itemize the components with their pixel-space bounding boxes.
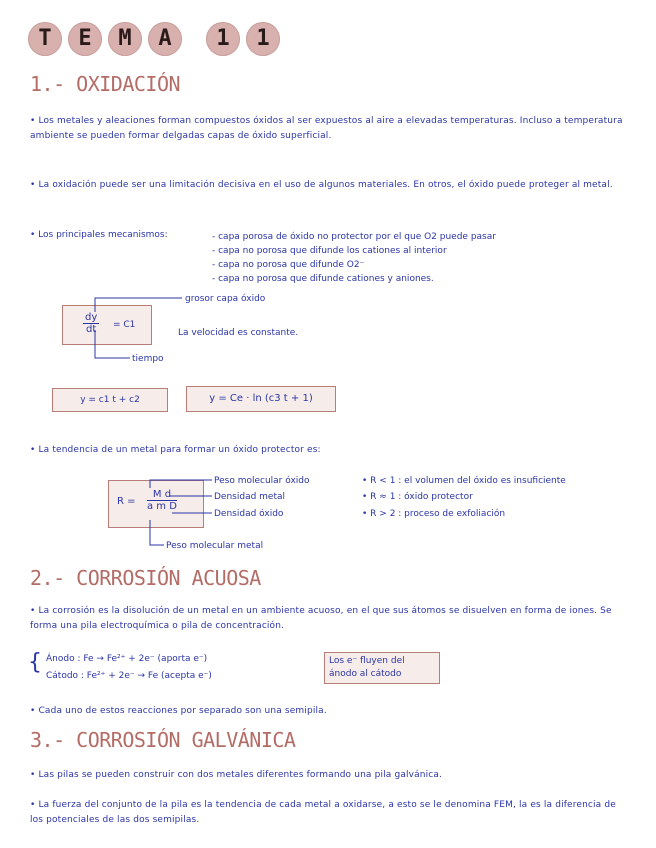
pb-fraction xyxy=(147,489,177,512)
velocidad-text: La velocidad es constante. xyxy=(178,328,299,338)
mechanisms-list xyxy=(212,230,632,286)
rate-rhs: = C1 xyxy=(113,320,136,330)
reaction-brace: { xyxy=(28,650,42,675)
pb-lhs: R = xyxy=(117,496,136,507)
mechanisms-lead: • Los principales mecanismos: xyxy=(30,230,168,240)
pb-label-peso-metal: Peso molecular metal xyxy=(166,541,264,551)
rate-fraction xyxy=(83,312,99,335)
tiempo-label: tiempo xyxy=(132,354,164,364)
title-letter: M xyxy=(108,22,142,56)
section3-heading: 3.- CORROSIÓN GALVÁNICA xyxy=(30,728,296,752)
linear-equation-box: y = c1 t + c2 xyxy=(52,388,168,412)
section1-paragraph-4: • La tendencia de un metal para formar un óxido protector es: xyxy=(30,443,630,458)
rate-numerator: dy xyxy=(85,312,98,323)
mechanism-item: - capa porosa de óxido no protector por el que O2 puede pasar xyxy=(212,232,496,242)
title-letter: E xyxy=(68,22,102,56)
section1-paragraph-1: • Los metales y aleaciones forman compuestos óxidos al ser expuestos al aire a elevadas temperaturas. Incluso a temperatura ambiente se pueden formar delgadas capas de óxido superficial. xyxy=(30,114,630,144)
mechanism-item: - capa no porosa que difunde O2⁻ xyxy=(212,260,365,270)
log-equation-box: y = Ce · ln (c3 t + 1) xyxy=(186,386,336,412)
pb-case: • R ≈ 1 : óxido protector xyxy=(362,492,473,502)
section2-paragraph-2: • Cada uno de estos reacciones por separado son una semipila. xyxy=(30,704,630,719)
title-letter: 1 xyxy=(246,22,280,56)
rate-equation-box xyxy=(62,305,152,345)
title-letter: 1 xyxy=(206,22,240,56)
anodo-reaction: Ánodo : Fe → Fe²⁺ + 2e⁻ (aporta e⁻) xyxy=(46,654,208,664)
pb-case: • R > 2 : proceso de exfoliación xyxy=(362,509,505,519)
pb-denominator: a m D xyxy=(147,501,177,512)
mechanism-item: - capa no porosa que difunde cationes y aniones. xyxy=(212,274,434,284)
section2-heading: 2.- CORROSIÓN ACUOSA xyxy=(30,566,261,590)
section3-paragraph-1: • Las pilas se pueden construir con dos metales diferentes formando una pila galvánica. xyxy=(30,768,630,783)
pb-label-densidad-oxido: Densidad óxido xyxy=(214,509,284,519)
pb-ratio-box xyxy=(108,480,204,528)
pb-label-densidad-metal: Densidad metal xyxy=(214,492,286,502)
section1-heading: 1.- OXIDACIÓN xyxy=(30,72,181,96)
grosor-label: grosor capa óxido xyxy=(185,294,266,304)
rate-denominator: dt xyxy=(85,324,97,335)
pb-case: • R < 1 : el volumen del óxido es insuficiente xyxy=(362,476,566,486)
section2-paragraph-1: • La corrosión es la disolución de un metal en un ambiente acuoso, en el que sus átomos se disuelven en forma de iones. Se forma una pila electroquímica o pila de concentración. xyxy=(30,604,630,634)
electron-flow-box: Los e⁻ fluyen del ánodo al cátodo xyxy=(324,652,440,684)
mechanism-item: - capa no porosa que difunde los cationes al interior xyxy=(212,246,447,256)
title-letter: A xyxy=(148,22,182,56)
title-letter: T xyxy=(28,22,62,56)
catodo-reaction: Cátodo : Fe²⁺ + 2e⁻ → Fe (acepta e⁻) xyxy=(46,671,212,681)
pb-label-peso-oxido: Peso molecular óxido xyxy=(214,476,310,486)
section1-paragraph-2: • La oxidación puede ser una limitación decisiva en el uso de algunos materiales. En otros, el óxido puede proteger al metal. xyxy=(30,178,630,193)
section3-paragraph-2: • La fuerza del conjunto de la pila es la tendencia de cada metal a oxidarse, a esto se le denomina FEM, la es la diferencia de los potenciales de las dos semipilas. xyxy=(30,798,630,828)
pb-numerator: M d xyxy=(147,489,177,501)
